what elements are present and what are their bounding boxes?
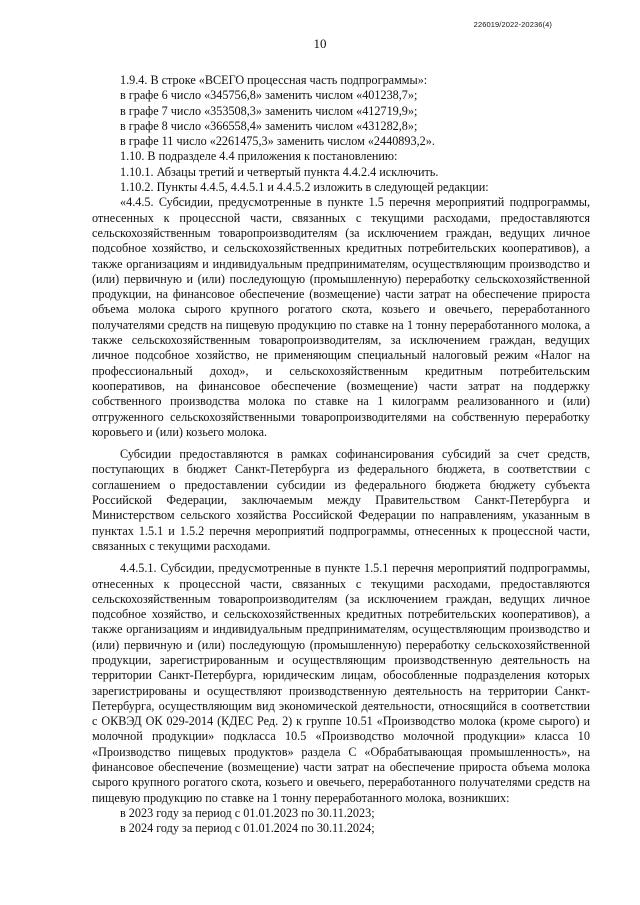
paragraph-4-4-5: «4.4.5. Субсидии, предусмотренные в пункте 1.5 перечня мероприятий подпрограммы, отнесенных к процессной части, связанных с текущими расходами, предоставляются сельскохозяйственным товаропроизводителям (за исключением граждан, ведущих личное подсобное хозяйство, и сельскохозяйственных кредитных потребительских кооперативов), а также организациям и индивидуальным предпринимателям, осуществляющим производство и (или) первичную и (или) последующую (промышленную) переработку сельскохозяйственной продукции, на финансовое обеспечение (возмещение) части затрат на обеспечение прироста объема молока сырого крупного рогатого скота, козьего и овечьего, переработанного получателями средств на пищевую продукцию по ставке на 1 тонну переработанного молока, а также сельскохозяйственным товаропроизводителям, за исключением граждан, ведущих личное подсобное хозяйство, не применяющим специальный налоговый режим «Налог на профессиональный доход», и сельскохозяйственным кредитным потребительским кооперативов, на финансовое обеспечение (возмещение) части затрат на поддержку собственного производства молока по ставке на 1 килограмм реализованного и (или) отгруженного сельскохозяйственными товаропроизводителями на собственную переработку коровьего и (или) козьего молока. [92, 195, 590, 439]
paragraph-1-10: 1.10. В подразделе 4.4 приложения к постановлению: [120, 149, 398, 164]
paragraph-4-4-5-1: 4.4.5.1. Субсидии, предусмотренные в пункте 1.5.1 перечня мероприятий подпрограммы, отнесенных к процессной части, связанных с текущими расходами, предоставляются сельскохозяйственным товаропроизводителям (за исключением граждан, ведущих личное подсобное хозяйство, и сельскохозяйственных кредитных потребительских кооперативов), а также организациям и индивидуальным предпринимателям, осуществляющим производство и (или) первичную и (или) последующую (промышленную) переработку сельскохозяйственной продукции, зарегистрированным и осуществляющим производственную деятельность на территории Санкт-Петербурга, юридическим лицам, обособленные подразделения которых зарегистрированы и осуществляют производственную деятельность на территории Санкт-Петербурга, осуществляющим вид экономической деятельности, относящийся в соответствии с ОКВЭД ОК 029-2014 (КДЕС Ред. 2) к группе 10.51 «Производство молока (кроме сырого) и молочной продукции» подкласса 10.5 «Производство молочной продукции» класса 10 «Производство пищевых продуктов» раздела С «Обрабатывающая промышленность», на финансовое обеспечение (возмещение) части затрат на обеспечение прироста объема молока сырого крупного рогатого скота, козьего и овечьего, переработанного получателями средств на пищевую продукцию по ставке на 1 тонну переработанного молока, возникших: [92, 561, 590, 805]
paragraph-1-10-2: 1.10.2. Пункты 4.4.5, 4.4.5.1 и 4.4.5.2 изложить в следующей редакции: [120, 180, 489, 195]
paragraph-1-9-4: 1.9.4. В строке «ВСЕГО процессная часть подпрограммы»: [120, 73, 428, 87]
document-body [92, 73, 590, 837]
paragraph-period-2023: в 2023 году за период с 01.01.2023 по 30.11.2023; [120, 805, 375, 820]
paragraph-period-2024: в 2024 году за период с 01.01.2024 по 30.11.2024; [120, 821, 375, 836]
paragraph-column-8: в графе 8 число «366558,4» заменить числом «431282,8»; [120, 118, 418, 133]
paragraph-column-11: в графе 11 число «2261475,3» заменить числом «2440893,2». [120, 134, 435, 149]
paragraph-column-6: в графе 6 число «345756,8» заменить числом «401238,7»; [120, 88, 418, 103]
paragraph-column-7: в графе 7 число «353508,3» заменить числом «412719,9»; [120, 103, 418, 118]
page-number: 10 [313, 36, 327, 51]
paragraph-1-10-1: 1.10.1. Абзацы третий и четвертый пункта 4.4.2.4 исключить. [120, 164, 439, 179]
document-registration-number: 226019/2022-20236(4) [473, 20, 552, 29]
paragraph-cofinancing: Субсидии предоставляются в рамках софинансирования субсидий за счет средств, поступающих в бюджет Санкт-Петербурга из федерального бюджета, в соответствии с соглашением о предоставлении субсидии из федерального бюджета бюджету субъекта Российской Федерации, заключаемым между Правительством Санкт-Петербурга и Министерством сельского хозяйства Российской Федерации по направлениям, указанным в пунктах 1.5.1 и 1.5.2 перечня мероприятий подпрограммы, отнесенных к процессной части, связанных с текущими расходами. [92, 447, 590, 553]
